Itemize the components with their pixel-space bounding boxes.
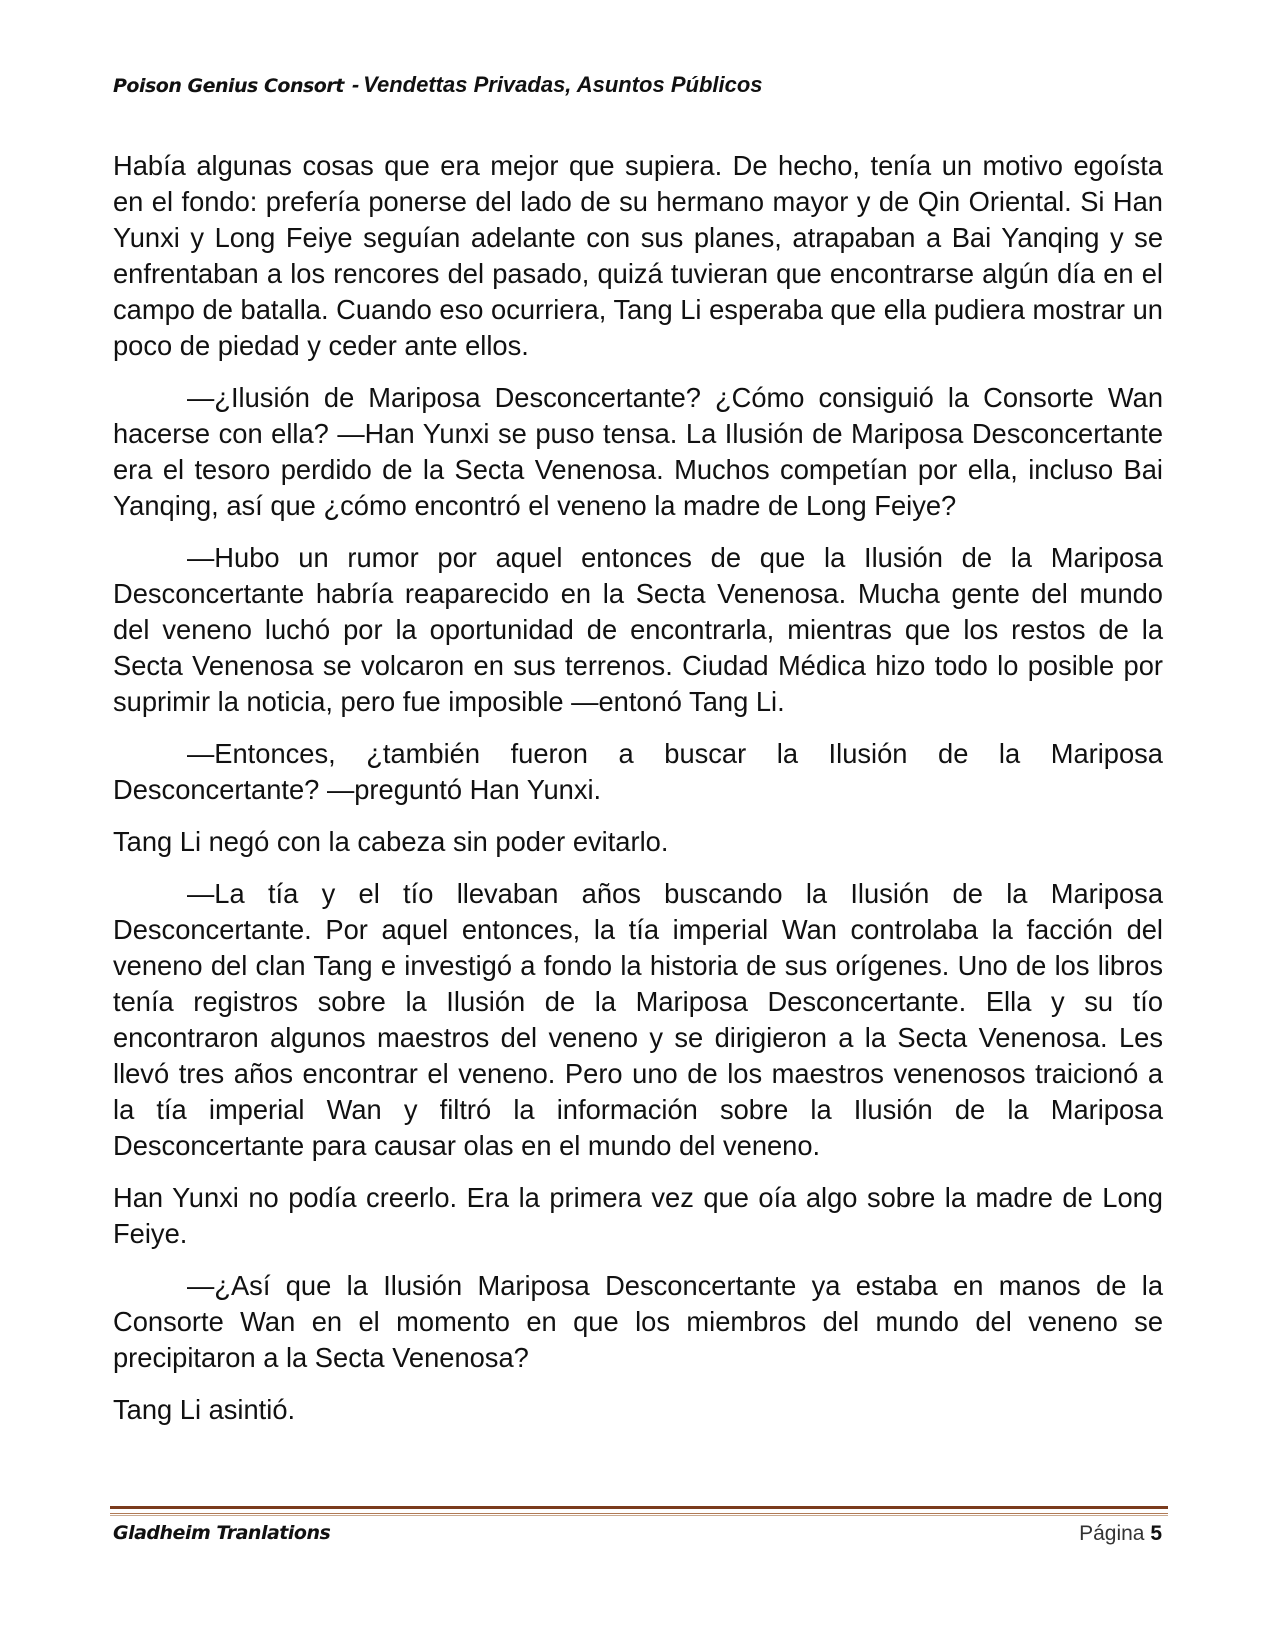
paragraph: —Hubo un rumor por aquel entonces de que la Ilusión de la Mariposa Desconcertante habría reaparecido en la Secta Venenosa. Mucha gente del mundo del veneno luchó por la oportunidad de encontrarla, mientras que los restos de la Secta Venenosa se volcaron en sus terrenos. Ciudad Médica hizo todo lo posible por suprimir la noticia, pero fue imposible —entonó Tang Li. <box>113 542 1163 717</box>
header-separator: - <box>351 72 360 97</box>
footer-divider <box>110 1506 1168 1514</box>
paragraph: Había algunas cosas que era mejor que supiera. De hecho, tenía un motivo egoísta en el fondo: prefería ponerse del lado de su hermano mayor y de Qin Oriental. Si Han Yunxi y Long Feiye seguían adelante con sus planes, atrapaban a Bai Yanqing y se enfrentaban a los rencores del pasado, quizá tuvieran que encontrarse algún día en el campo de batalla. Cuando eso ocurriera, Tang Li esperaba que ella pudiera mostrar un poco de piedad y ceder ante ellos. <box>113 150 1163 361</box>
paragraph: Han Yunxi no podía creerlo. Era la primera vez que oía algo sobre la madre de Long Feiye. <box>113 1182 1163 1249</box>
page-label: Página <box>1079 1522 1145 1545</box>
paragraph: —¿Ilusión de Mariposa Desconcertante? ¿Cómo consiguió la Consorte Wan hacerse con ella? —Han Yunxi se puso tensa. La Ilusión de Mariposa Desconcertante era el tesoro perdido de la Secta Venenosa. Muchos competían por ella, incluso Bai Yanqing, así que ¿cómo encontró el veneno la madre de Long Feiye? <box>113 382 1163 521</box>
page-number-value: 5 <box>1150 1522 1162 1545</box>
header-chapter-title: Vendettas Privadas, Asuntos Públicos <box>363 72 763 97</box>
page-number <box>1079 1522 1162 1546</box>
page-header <box>113 72 1163 98</box>
paragraph: —La tía y el tío llevaban años buscando la Ilusión de la Mariposa Desconcertante. Por aquel entonces, la tía imperial Wan controlaba la facción del veneno del clan Tang e investigó a fondo la historia de sus orígenes. Uno de los libros tenía registros sobre la Ilusión de la Mariposa Desconcertante. Ella y su tío encontraron algunos maestros del veneno y se dirigieron a la Secta Venenosa. Les llevó tres años encontrar el veneno. Pero uno de los maestros venenosos traicionó a la tía imperial Wan y filtró la información sobre la Ilusión de la Mariposa Desconcertante para causar olas en el mundo del veneno. <box>113 878 1163 1161</box>
paragraph: Tang Li asintió. <box>113 1394 296 1425</box>
header-series: Poison Genius Consort <box>113 75 344 97</box>
footer-divider-thin <box>110 1515 1168 1516</box>
document-body <box>113 148 1163 1444</box>
paragraph: —Entonces, ¿también fueron a buscar la Ilusión de la Mariposa Desconcertante? —preguntó Han Yunxi. <box>113 738 1163 805</box>
paragraph: —¿Así que la Ilusión Mariposa Desconcertante ya estaba en manos de la Consorte Wan en el momento en que los miembros del mundo del veneno se precipitaron a la Secta Venenosa? <box>113 1270 1163 1373</box>
footer-credit: Gladheim Tranlations <box>113 1522 331 1544</box>
paragraph: Tang Li negó con la cabeza sin poder evitarlo. <box>113 826 669 857</box>
